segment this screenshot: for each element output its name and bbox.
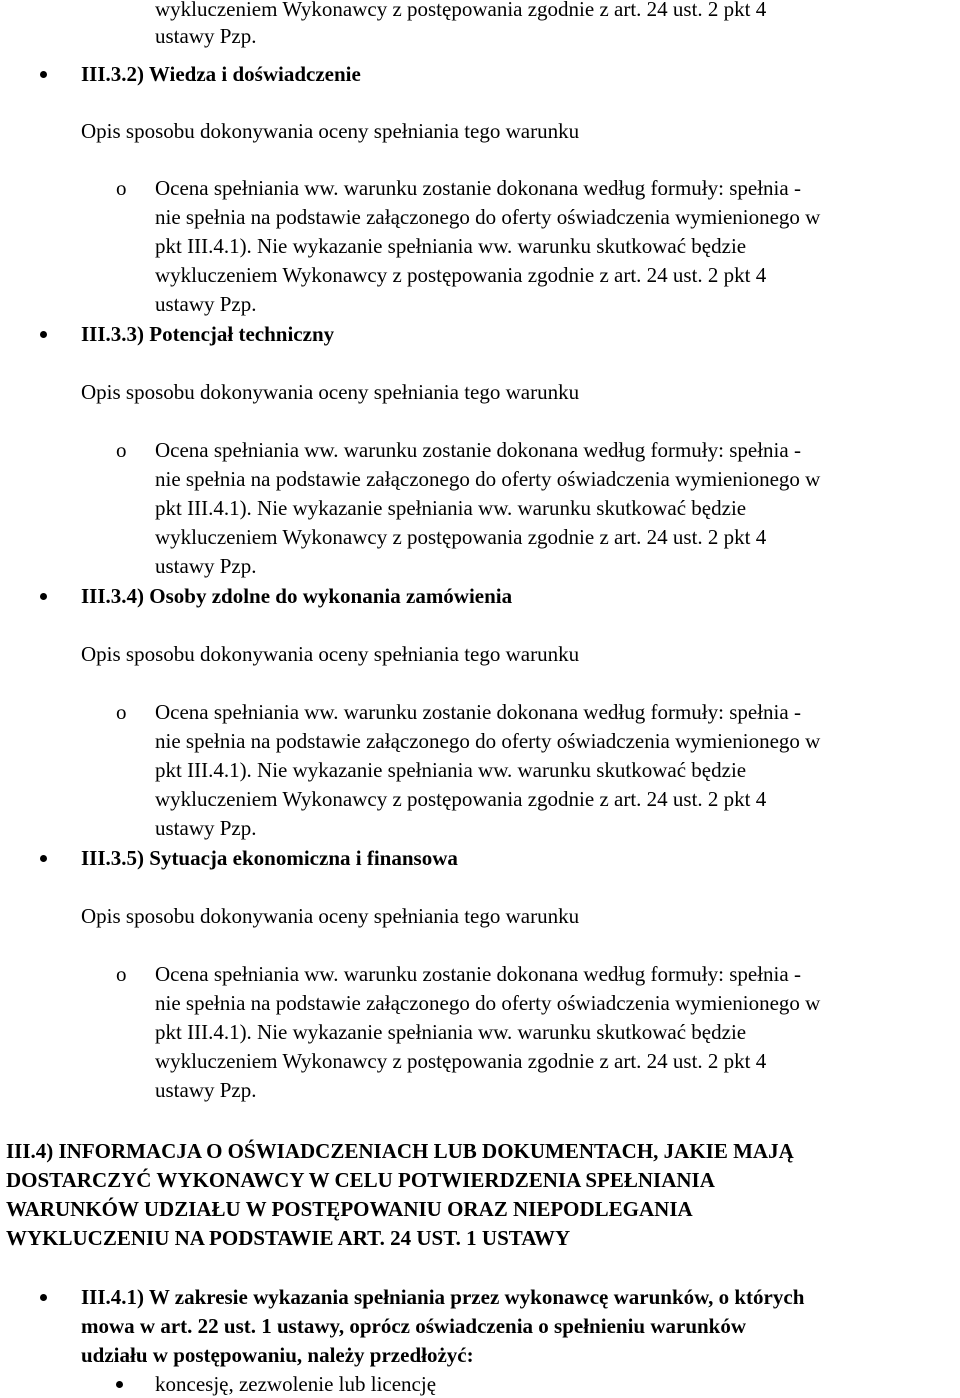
text-line: nie spełnia na podstawie załączonego do oferty oświadczenia wymienionego w bbox=[155, 729, 821, 753]
section-title: WARUNKÓW UDZIAŁU W POSTĘPOWANIU ORAZ NIEPODLEGANIA bbox=[6, 1197, 693, 1221]
bullet bbox=[40, 71, 47, 78]
bullet bbox=[40, 593, 47, 600]
bullet bbox=[40, 331, 47, 338]
text-line: Ocena spełniania ww. warunku zostanie dokonana według formuły: spełnia - bbox=[155, 700, 801, 724]
opis-label: Opis sposobu dokonywania oceny spełniania tego warunku bbox=[81, 119, 580, 143]
text-line: wykluczeniem Wykonawcy z postępowania zgodnie z art. 24 ust. 2 pkt 4 bbox=[155, 525, 767, 549]
circle-bullet: o bbox=[116, 438, 127, 462]
bullet bbox=[40, 1294, 47, 1301]
opis-label: Opis sposobu dokonywania oceny spełniania tego warunku bbox=[81, 904, 580, 928]
text-line: ustawy Pzp. bbox=[155, 292, 257, 316]
text-line: ustawy Pzp. bbox=[155, 554, 257, 578]
subsection-text: mowa w art. 22 ust. 1 ustawy, oprócz oświadczenia o spełnieniu warunków bbox=[81, 1314, 747, 1338]
section-heading: III.3.2) Wiedza i doświadczenie bbox=[81, 62, 361, 86]
text-line: nie spełnia na podstawie załączonego do oferty oświadczenia wymienionego w bbox=[155, 205, 821, 229]
text-line: pkt III.4.1). Nie wykazanie spełniania ww. warunku skutkować będzie bbox=[155, 1020, 747, 1044]
text-line: wykluczeniem Wykonawcy z postępowania zgodnie z art. 24 ust. 2 pkt 4 bbox=[155, 0, 767, 21]
text-line: pkt III.4.1). Nie wykazanie spełniania ww. warunku skutkować będzie bbox=[155, 496, 747, 520]
list-item: koncesję, zezwolenie lub licencję bbox=[155, 1372, 437, 1396]
text-line: wykluczeniem Wykonawcy z postępowania zgodnie z art. 24 ust. 2 pkt 4 bbox=[155, 1049, 767, 1073]
text-line: pkt III.4.1). Nie wykazanie spełniania ww. warunku skutkować będzie bbox=[155, 234, 747, 258]
subsection-text: III.4.1) W zakresie wykazania spełniania przez wykonawcę warunków, o których bbox=[81, 1285, 805, 1309]
circle-bullet: o bbox=[116, 962, 127, 986]
text-line: ustawy Pzp. bbox=[155, 24, 257, 48]
opis-label: Opis sposobu dokonywania oceny spełniania tego warunku bbox=[81, 642, 580, 666]
bullet bbox=[116, 1381, 123, 1388]
section-heading: III.3.4) Osoby zdolne do wykonania zamówienia bbox=[81, 584, 513, 608]
subsection-text: udziału w postępowaniu, należy przedłożyć: bbox=[81, 1343, 474, 1367]
text-line: pkt III.4.1). Nie wykazanie spełniania ww. warunku skutkować będzie bbox=[155, 758, 747, 782]
text-line: ustawy Pzp. bbox=[155, 1078, 257, 1102]
circle-bullet: o bbox=[116, 700, 127, 724]
section-title: DOSTARCZYĆ WYKONAWCY W CELU POTWIERDZENIA SPEŁNIANIA bbox=[6, 1168, 715, 1192]
section-heading: III.3.3) Potencjał techniczny bbox=[81, 322, 335, 346]
opis-label: Opis sposobu dokonywania oceny spełniania tego warunku bbox=[81, 380, 580, 404]
bullet bbox=[40, 855, 47, 862]
section-title: III.4) INFORMACJA O OŚWIADCZENIACH LUB DOKUMENTACH, JAKIE MAJĄ bbox=[6, 1139, 794, 1163]
text-line: nie spełnia na podstawie załączonego do oferty oświadczenia wymienionego w bbox=[155, 467, 821, 491]
text-line: nie spełnia na podstawie załączonego do oferty oświadczenia wymienionego w bbox=[155, 991, 821, 1015]
text-line: Ocena spełniania ww. warunku zostanie dokonana według formuły: spełnia - bbox=[155, 438, 801, 462]
text-line: wykluczeniem Wykonawcy z postępowania zgodnie z art. 24 ust. 2 pkt 4 bbox=[155, 787, 767, 811]
section-heading: III.3.5) Sytuacja ekonomiczna i finansowa bbox=[81, 846, 458, 870]
text-line: Ocena spełniania ww. warunku zostanie dokonana według formuły: spełnia - bbox=[155, 962, 801, 986]
text-line: ustawy Pzp. bbox=[155, 816, 257, 840]
text-line: wykluczeniem Wykonawcy z postępowania zgodnie z art. 24 ust. 2 pkt 4 bbox=[155, 263, 767, 287]
section-title: WYKLUCZENIU NA PODSTAWIE ART. 24 UST. 1 USTAWY bbox=[6, 1226, 571, 1250]
text-line: Ocena spełniania ww. warunku zostanie dokonana według formuły: spełnia - bbox=[155, 176, 801, 200]
circle-bullet: o bbox=[116, 176, 127, 200]
